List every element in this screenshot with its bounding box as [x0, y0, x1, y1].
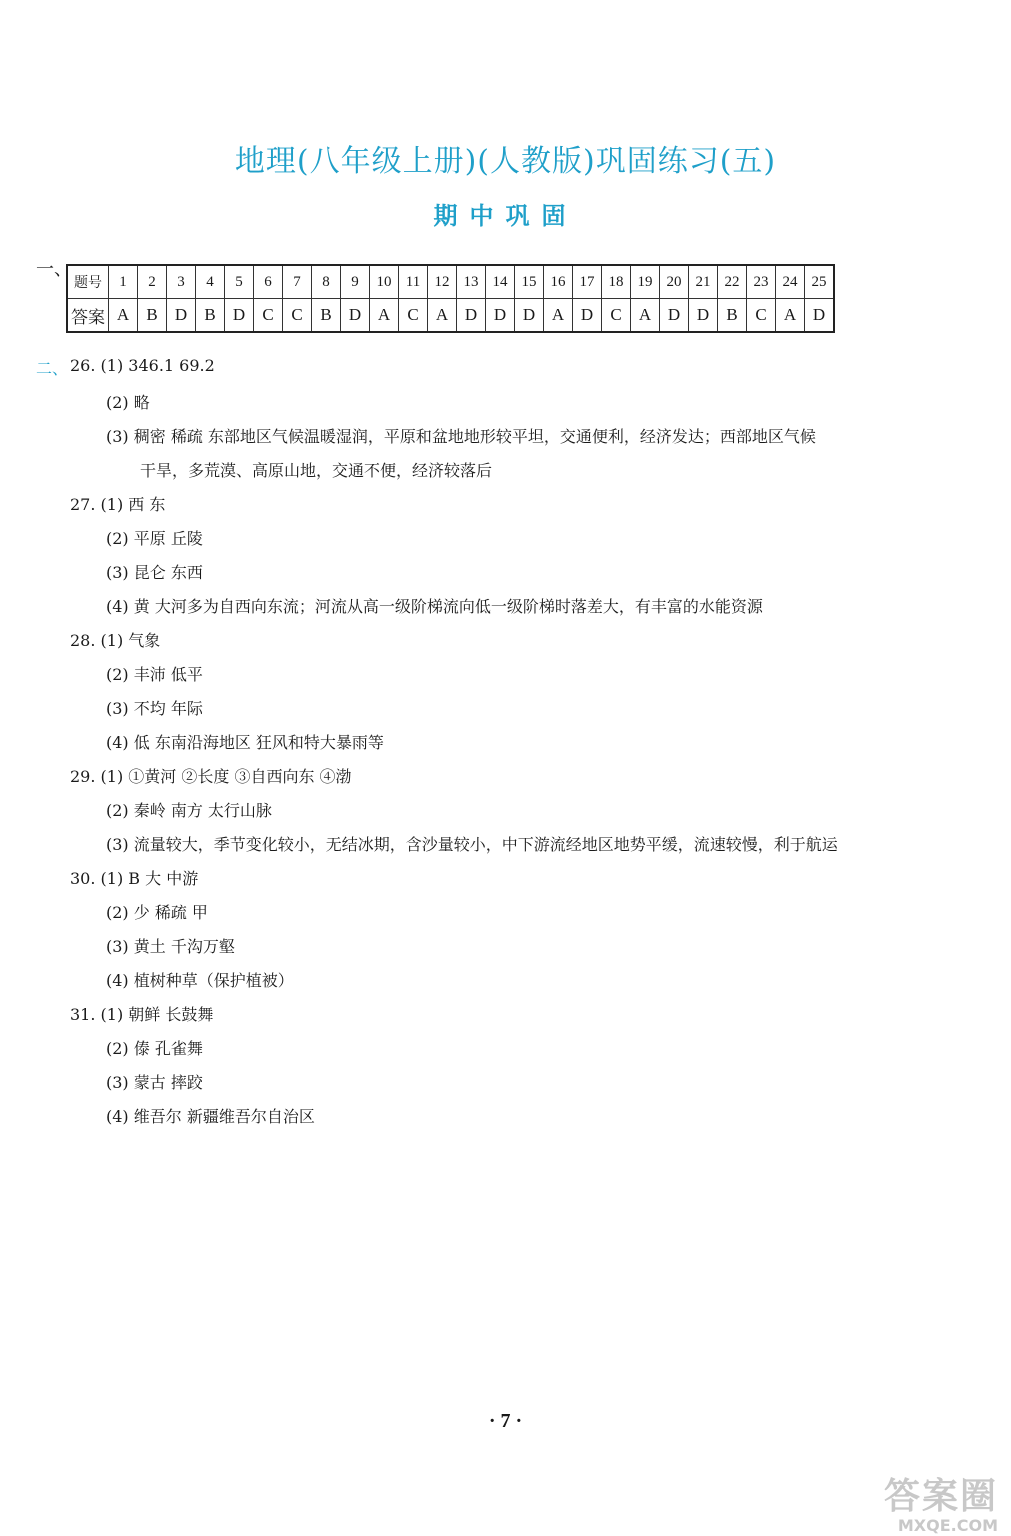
- answer-cell: B: [138, 299, 167, 333]
- answer-cell: C: [747, 299, 776, 333]
- answer-cell: C: [283, 299, 312, 333]
- question-number-cell: 13: [457, 265, 486, 299]
- answer-line: (2) 平原 丘陵: [106, 529, 203, 548]
- question-number-cell: 8: [312, 265, 341, 299]
- answer-cell: A: [428, 299, 457, 333]
- answer-cell: D: [515, 299, 544, 333]
- answer-line: (3) 昆仑 东西: [106, 563, 203, 582]
- question-number-cell: 17: [573, 265, 602, 299]
- answer-line: (3) 蒙古 摔跤: [106, 1073, 203, 1092]
- page-number: · 7 ·: [488, 1410, 523, 1432]
- answer-line: 29. (1) ①黄河 ②长度 ③自西向东 ④渤: [70, 767, 352, 786]
- answer-line: (4) 黄 大河多为自西向东流；河流从高一级阶梯流向低一级阶梯时落差大，有丰富的水能资源: [106, 597, 763, 616]
- question-number-cell: 2: [138, 265, 167, 299]
- section-1-marker: 一、: [36, 259, 72, 280]
- answer-line: (3) 流量较大，季节变化较小，无结冰期，含沙量较小，中下游流经地区地势平缓，流速较慢，利于航运: [106, 835, 838, 854]
- question-number-cell: 1: [109, 265, 138, 299]
- answer-cell: A: [370, 299, 399, 333]
- answer-line: 31. (1) 朝鲜 长鼓舞: [70, 1005, 214, 1024]
- question-number-cell: 10: [370, 265, 399, 299]
- question-number-cell: 15: [515, 265, 544, 299]
- question-number-cell: 3: [167, 265, 196, 299]
- answer-cell: D: [689, 299, 718, 333]
- section-2-marker: 二、: [36, 359, 69, 378]
- answer-line: (4) 维吾尔 新疆维吾尔自治区: [106, 1107, 315, 1126]
- table-row-answers: [67, 299, 834, 333]
- question-number-cell: 9: [341, 265, 370, 299]
- answer-line: 30. (1) B 大 中游: [70, 869, 199, 888]
- answer-line: (2) 秦岭 南方 太行山脉: [106, 801, 272, 820]
- answer-line: 26. (1) 346.1 69.2: [70, 356, 215, 375]
- question-number-cell: 20: [660, 265, 689, 299]
- answer-cell: D: [341, 299, 370, 333]
- question-number-cell: 23: [747, 265, 776, 299]
- answer-line: (2) 丰沛 低平: [106, 665, 203, 684]
- answer-line: (4) 低 东南沿海地区 狂风和特大暴雨等: [106, 733, 384, 752]
- answer-cell: B: [718, 299, 747, 333]
- question-number-cell: 5: [225, 265, 254, 299]
- question-number-cell: 16: [544, 265, 573, 299]
- answer-cell: A: [544, 299, 573, 333]
- answer-cell: C: [399, 299, 428, 333]
- answer-line: (4) 植树种草（保护植被）: [106, 971, 294, 990]
- question-number-cell: 25: [805, 265, 835, 299]
- page-title: 地理(八年级上册)(人教版)巩固练习(五): [234, 144, 777, 179]
- answer-table: [66, 264, 835, 333]
- answer-cell: A: [776, 299, 805, 333]
- row-label-question-number: 题号: [67, 265, 109, 299]
- answer-cell: D: [805, 299, 835, 333]
- question-number-cell: 7: [283, 265, 312, 299]
- question-number-cell: 12: [428, 265, 457, 299]
- answer-cell: C: [254, 299, 283, 333]
- answer-line: (2) 略: [106, 393, 150, 412]
- question-number-cell: 4: [196, 265, 225, 299]
- answer-cell: D: [660, 299, 689, 333]
- answer-line: (3) 黄土 千沟万壑: [106, 937, 235, 956]
- watermark-text: 答案圈: [883, 1475, 998, 1517]
- row-label-answer: 答案: [67, 299, 109, 333]
- answer-cell: A: [631, 299, 660, 333]
- answer-line: 27. (1) 西 东: [70, 495, 166, 514]
- answer-cell: D: [573, 299, 602, 333]
- table-row-numbers: [67, 265, 834, 299]
- watermark-logo: [838, 1476, 998, 1535]
- answer-cell: B: [312, 299, 341, 333]
- watermark-url: MXQE.COM: [897, 1516, 998, 1535]
- answer-line: 28. (1) 气象: [70, 631, 161, 650]
- answer-cell: A: [109, 299, 138, 333]
- answer-line: (3) 不均 年际: [106, 699, 203, 718]
- question-number-cell: 21: [689, 265, 718, 299]
- answer-cell: D: [225, 299, 254, 333]
- answer-line: 干旱，多荒漠、高原山地，交通不便，经济较落后: [140, 461, 493, 480]
- question-number-cell: 24: [776, 265, 805, 299]
- answer-cell: B: [196, 299, 225, 333]
- question-number-cell: 11: [399, 265, 428, 299]
- question-number-cell: 6: [254, 265, 283, 299]
- question-number-cell: 14: [486, 265, 515, 299]
- answer-line: (2) 傣 孔雀舞: [106, 1039, 203, 1058]
- answer-line: (2) 少 稀疏 甲: [106, 903, 208, 922]
- page-subtitle: 期中巩固: [433, 202, 578, 230]
- question-number-cell: 22: [718, 265, 747, 299]
- question-number-cell: 18: [602, 265, 631, 299]
- question-number-cell: 19: [631, 265, 660, 299]
- answer-cell: D: [486, 299, 515, 333]
- answer-cell: C: [602, 299, 631, 333]
- answer-cell: D: [457, 299, 486, 333]
- answer-cell: D: [167, 299, 196, 333]
- answer-line: (3) 稠密 稀疏 东部地区气候温暖湿润，平原和盆地地形较平坦，交通便利，经济发达；西部地区气候: [106, 427, 816, 446]
